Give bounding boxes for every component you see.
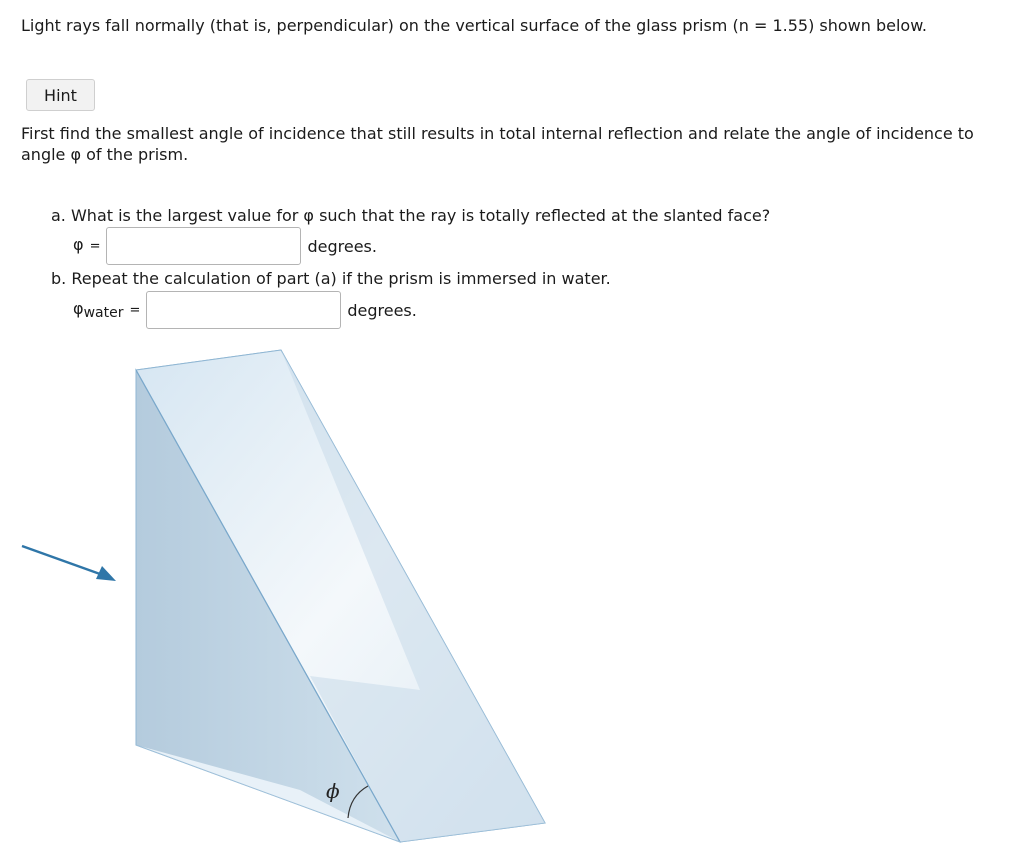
question-a-prompt: a. What is the largest value for φ such that the ray is totally reflected at the slanted face? bbox=[51, 206, 771, 225]
answer-row-b bbox=[73, 291, 417, 329]
answer-row-a bbox=[73, 227, 377, 265]
unit-label-degrees: degrees. bbox=[307, 236, 377, 256]
hint-button[interactable]: Hint bbox=[26, 79, 95, 111]
prism-figure bbox=[0, 340, 600, 848]
problem-intro: Light rays fall normally (that is, perpendicular) on the vertical surface of the glass prism (n = 1.55) shown below. bbox=[21, 16, 927, 35]
hint-text: First find the smallest angle of incidence that still results in total internal reflection and relate the angle of incidence to angle φ of the prism. bbox=[21, 124, 974, 164]
phi-water-variable-label: $\varphi_{water}$ bbox=[73, 299, 124, 321]
phi-variable-label: φ bbox=[73, 235, 84, 254]
question-b-prompt: b. Repeat the calculation of part (a) if the prism is immersed in water. bbox=[51, 269, 611, 288]
incident-ray bbox=[22, 546, 100, 574]
equals-sign: = bbox=[129, 302, 141, 318]
equals-sign: = bbox=[89, 238, 101, 254]
ray-arrowhead-icon bbox=[96, 566, 116, 581]
angle-phi-label: ϕ bbox=[326, 779, 340, 803]
phi-answer-input[interactable] bbox=[106, 227, 301, 265]
unit-label-degrees: degrees. bbox=[347, 300, 417, 320]
phi-water-answer-input[interactable] bbox=[146, 291, 341, 329]
